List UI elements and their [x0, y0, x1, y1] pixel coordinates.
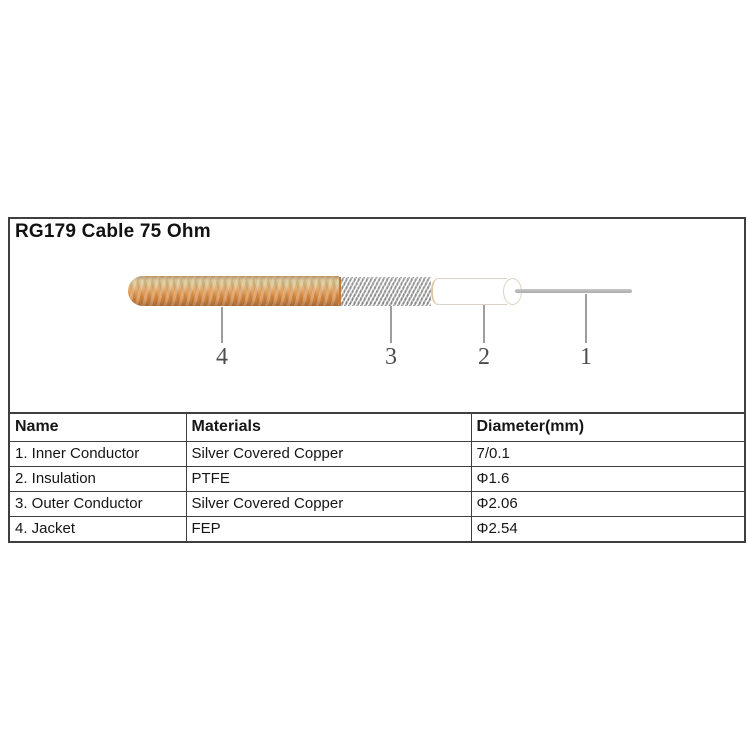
- column-header-materials: Materials: [186, 413, 471, 441]
- table-row: [10, 491, 744, 516]
- cell-diameter: 7/0.1: [471, 441, 744, 466]
- leader-line-jacket: [221, 307, 223, 343]
- column-header-name: Name: [10, 413, 186, 441]
- cable-inner-conductor-wire: [515, 289, 632, 293]
- cell-name: 2. Insulation: [10, 466, 186, 491]
- callout-label-inner-conductor: 1: [580, 344, 592, 370]
- cell-material: PTFE: [186, 466, 471, 491]
- table-row: [10, 441, 744, 466]
- cell-name: 3. Outer Conductor: [10, 491, 186, 516]
- cell-name: 4. Jacket: [10, 516, 186, 541]
- cable-insulation: [431, 278, 507, 305]
- page-title: RG179 Cable 75 Ohm: [15, 221, 211, 242]
- callout-label-outer-conductor: 3: [385, 344, 397, 370]
- table-header-row: [10, 413, 744, 441]
- spec-table: [10, 412, 744, 541]
- cable-diagram: [10, 219, 744, 412]
- cell-name: 1. Inner Conductor: [10, 441, 186, 466]
- leader-line-insulation: [483, 305, 485, 343]
- cell-diameter: Φ1.6: [471, 466, 744, 491]
- cable-outer-conductor-braid: [339, 277, 431, 306]
- leader-line-inner-conductor: [585, 294, 587, 343]
- cell-diameter: Φ2.06: [471, 491, 744, 516]
- cell-material: Silver Covered Copper: [186, 441, 471, 466]
- cable-jacket: [128, 276, 339, 306]
- spec-panel: [8, 217, 746, 543]
- table-row: [10, 516, 744, 541]
- cell-diameter: Φ2.54: [471, 516, 744, 541]
- leader-line-outer-conductor: [390, 306, 392, 343]
- callout-label-jacket: 4: [216, 344, 228, 370]
- table-row: [10, 466, 744, 491]
- column-header-diameter: Diameter(mm): [471, 413, 744, 441]
- cell-material: Silver Covered Copper: [186, 491, 471, 516]
- cell-material: FEP: [186, 516, 471, 541]
- callout-label-insulation: 2: [478, 344, 490, 370]
